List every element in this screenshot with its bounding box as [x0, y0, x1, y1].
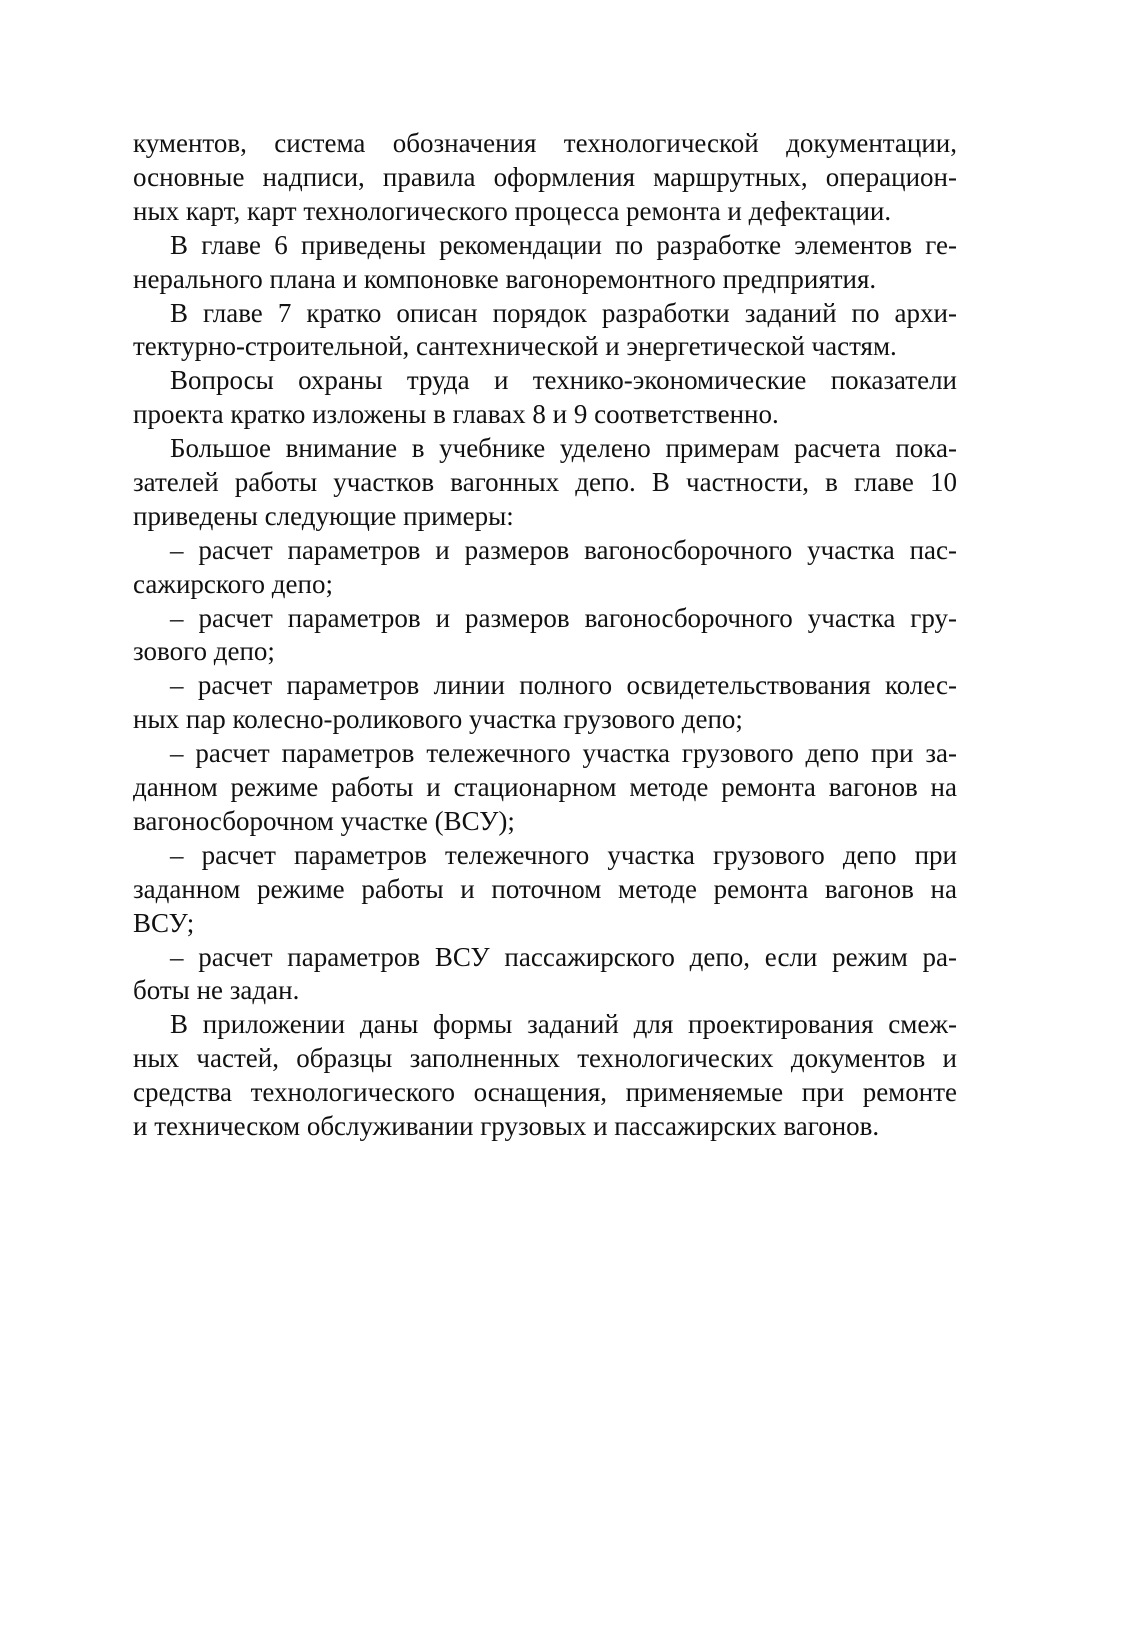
- text-line: ВСУ;: [133, 908, 195, 938]
- text-line: – расчет параметров и размеров вагоносборочного участка гру-: [170, 603, 957, 633]
- text-line: – расчет параметров тележечного участка грузового депо при за-: [170, 738, 957, 768]
- text-line: зателей работы участков вагонных депо. В частности, в главе 10: [133, 467, 957, 497]
- text-line: сажирского депо;: [133, 569, 333, 599]
- text-line: В приложении даны формы заданий для проектирования смеж-: [170, 1009, 957, 1039]
- text-line: – расчет параметров ВСУ пассажирского депо, если режим ра-: [170, 942, 957, 972]
- text-line: зового депо;: [133, 636, 275, 666]
- text-line: ных пар колесно-роликового участка грузового депо;: [133, 704, 743, 734]
- text-line: данном режиме работы и стационарном методе ремонта вагонов на: [133, 772, 957, 802]
- text-line: заданном режиме работы и поточном методе ремонта вагонов на: [133, 874, 957, 904]
- text-line: Большое внимание в учебнике уделено примерам расчета пока-: [170, 433, 957, 463]
- text-line: вагоносборочном участке (ВСУ);: [133, 806, 515, 836]
- text-line: – расчет параметров линии полного освидетельствования колес-: [170, 670, 957, 700]
- text-line: ных карт, карт технологического процесса ремонта и дефектации.: [133, 196, 892, 226]
- text-line: В главе 6 приведены рекомендации по разработке элементов ге-: [170, 230, 957, 260]
- text-line: приведены следующие примеры:: [133, 501, 514, 531]
- text-line: основные надписи, правила оформления маршрутных, операцион-: [133, 162, 957, 192]
- text-line: и техническом обслуживании грузовых и пассажирских вагонов.: [133, 1111, 880, 1141]
- text-line: проекта кратко изложены в главах 8 и 9 соответственно.: [133, 399, 779, 429]
- text-line: кументов, система обозначения технологической документации,: [133, 128, 957, 158]
- text-line: ных частей, образцы заполненных технологических документов и: [133, 1043, 957, 1073]
- text-line: Вопросы охраны труда и технико-экономические показатели: [170, 365, 957, 395]
- text-line: нерального плана и компоновке вагоноремонтного предприятия.: [133, 264, 877, 294]
- text-line: тектурно-строительной, сантехнической и энергетической частям.: [133, 331, 897, 361]
- text-line: боты не задан.: [133, 975, 300, 1005]
- text-line: средства технологического оснащения, применяемые при ремонте: [133, 1077, 957, 1107]
- text-line: – расчет параметров и размеров вагоносборочного участка пас-: [170, 535, 957, 565]
- text-line: – расчет параметров тележечного участка грузового депо при: [170, 840, 957, 870]
- text-line: В главе 7 кратко описан порядок разработки заданий по архи-: [170, 298, 957, 328]
